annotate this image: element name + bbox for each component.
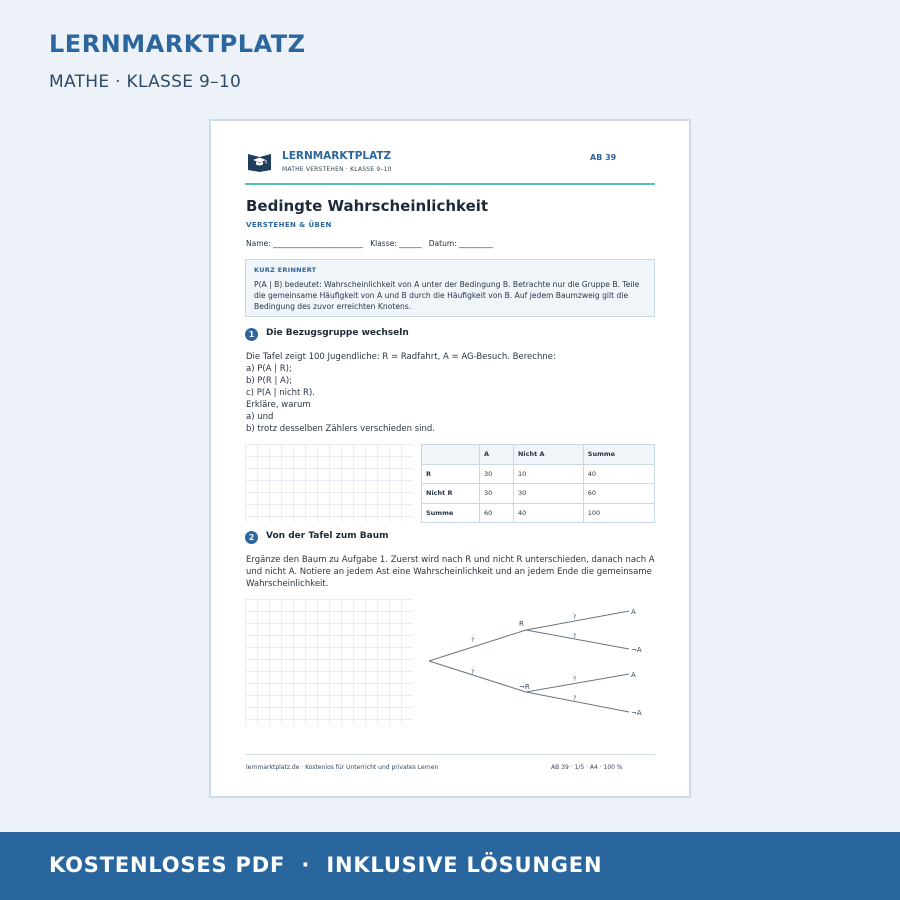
worksheet-subtitle: VERSTEHEN & ÜBEN xyxy=(246,221,332,229)
task-1-heading: Die Bezugsgruppe wechseln xyxy=(266,328,409,338)
tree-branch-label: ? xyxy=(573,676,577,683)
bottom-banner xyxy=(0,832,900,900)
table-cell: 30 xyxy=(480,484,514,504)
recall-text: P(A | B) bedeutet: Wahrscheinlichkeit von A unter der Bedingung B. Betrachte nur die Gruppe B. Teile die gemeinsame Häufigkeit von A und B durch die Häufigkeit von B. Auf jedem Baumzweig gilt die Bedingung des zuvor erreichten Knotens. xyxy=(254,280,640,311)
brand-subtitle: MATHE · KLASSE 9–10 xyxy=(49,72,242,92)
recall-heading: KURZ ERINNERT xyxy=(254,266,317,274)
worksheet-brand-subtitle: MATHE VERSTEHEN · KLASSE 9–10 xyxy=(282,166,392,173)
answer-grid-2 xyxy=(245,599,413,725)
table-cell: 40 xyxy=(583,464,654,484)
task-1-line: Erkläre, warum xyxy=(246,400,311,410)
task-1-text xyxy=(246,351,656,435)
worksheet-footer-right: AB 39 · 1/5 · A4 · 100 % xyxy=(551,764,623,771)
tree-branch-label: ? xyxy=(573,695,577,702)
tree-branch xyxy=(429,630,526,661)
task-1-line: Die Tafel zeigt 100 Jugendliche: R = Radfahrt, A = AG-Besuch. Berechne: xyxy=(246,352,556,362)
table-header-cell: Nicht A xyxy=(513,445,583,465)
tree-leaf-not-a: ¬A xyxy=(631,709,642,717)
task-1-line: b) P(R | A); xyxy=(246,376,293,386)
table-cell: 10 xyxy=(513,464,583,484)
tree-node-r: R xyxy=(519,620,524,628)
brand-title: LERNMARKTPLATZ xyxy=(49,30,306,58)
table-row xyxy=(422,464,655,484)
recall-box xyxy=(245,259,655,317)
table-cell: 30 xyxy=(480,464,514,484)
worksheet-brand: LERNMARKTPLATZ xyxy=(282,150,392,162)
worksheet-footer-left: lernmarktplatz.de · Kostenlos für Unterricht und privates Lernen xyxy=(246,764,439,771)
table-cell: 60 xyxy=(480,503,514,523)
tree-branch-label: ? xyxy=(573,633,577,640)
task-1-line: a) und xyxy=(246,412,274,422)
worksheet-title: Bedingte Wahrscheinlichkeit xyxy=(246,197,489,215)
table-header-row xyxy=(422,445,655,465)
table-cell: 40 xyxy=(513,503,583,523)
tree-node-not-r: ¬R xyxy=(519,683,530,691)
task-1-line: b) trotz desselben Zählers verschieden sind. xyxy=(246,424,435,434)
name-class-date-fields: Name: ________________________ Klasse: ______ Datum: _________ xyxy=(246,239,493,248)
banner-text: KOSTENLOSES PDF · INKLUSIVE LÖSUNGEN xyxy=(49,853,603,877)
table-row-header: Summe xyxy=(422,503,480,523)
tree-branch-label: ? xyxy=(573,614,577,621)
worksheet-preview xyxy=(209,119,691,798)
task-2-heading: Von der Tafel zum Baum xyxy=(266,531,389,541)
table-header-cell: A xyxy=(480,445,514,465)
table-header-cell xyxy=(422,445,480,465)
tree-branch xyxy=(526,630,629,649)
contingency-table xyxy=(421,444,655,523)
probability-tree xyxy=(421,599,655,725)
table-row xyxy=(422,484,655,504)
table-row-header: R xyxy=(422,464,480,484)
tree-leaf-not-a: ¬A xyxy=(631,646,642,654)
worksheet-code: AB 39 xyxy=(590,153,617,162)
tree-branch-label: ? xyxy=(471,637,475,644)
tree-branch-label: ? xyxy=(471,669,475,676)
answer-grid-1 xyxy=(245,444,413,522)
book-cap-icon xyxy=(247,150,272,172)
task-2-text: Ergänze den Baum zu Aufgabe 1. Zuerst wird nach R und nicht R unterschieden, danach nach A und nicht A. Notiere an jedem Ast eine Wahrscheinlichkeit und an jedem Ende die gemeinsame Wahrscheinlichkeit. xyxy=(246,555,655,589)
tree-branch xyxy=(526,692,629,712)
task-2-number: 2 xyxy=(245,531,258,544)
table-row-header: Nicht R xyxy=(422,484,480,504)
task-1-line: a) P(A | R); xyxy=(246,364,292,374)
table-cell: 100 xyxy=(583,503,654,523)
task-1-number: 1 xyxy=(245,328,258,341)
footer-divider xyxy=(245,754,655,755)
tree-leaf-a: A xyxy=(631,608,636,616)
task-1-line: c) P(A | nicht R). xyxy=(246,388,315,398)
table-header-cell: Summe xyxy=(583,445,654,465)
table-row xyxy=(422,503,655,523)
header-divider xyxy=(245,183,655,185)
tree-leaf-a: A xyxy=(631,671,636,679)
tree-branch xyxy=(526,674,629,692)
table-cell: 60 xyxy=(583,484,654,504)
tree-branch xyxy=(429,661,526,692)
tree-branch xyxy=(526,611,629,630)
table-cell: 30 xyxy=(513,484,583,504)
